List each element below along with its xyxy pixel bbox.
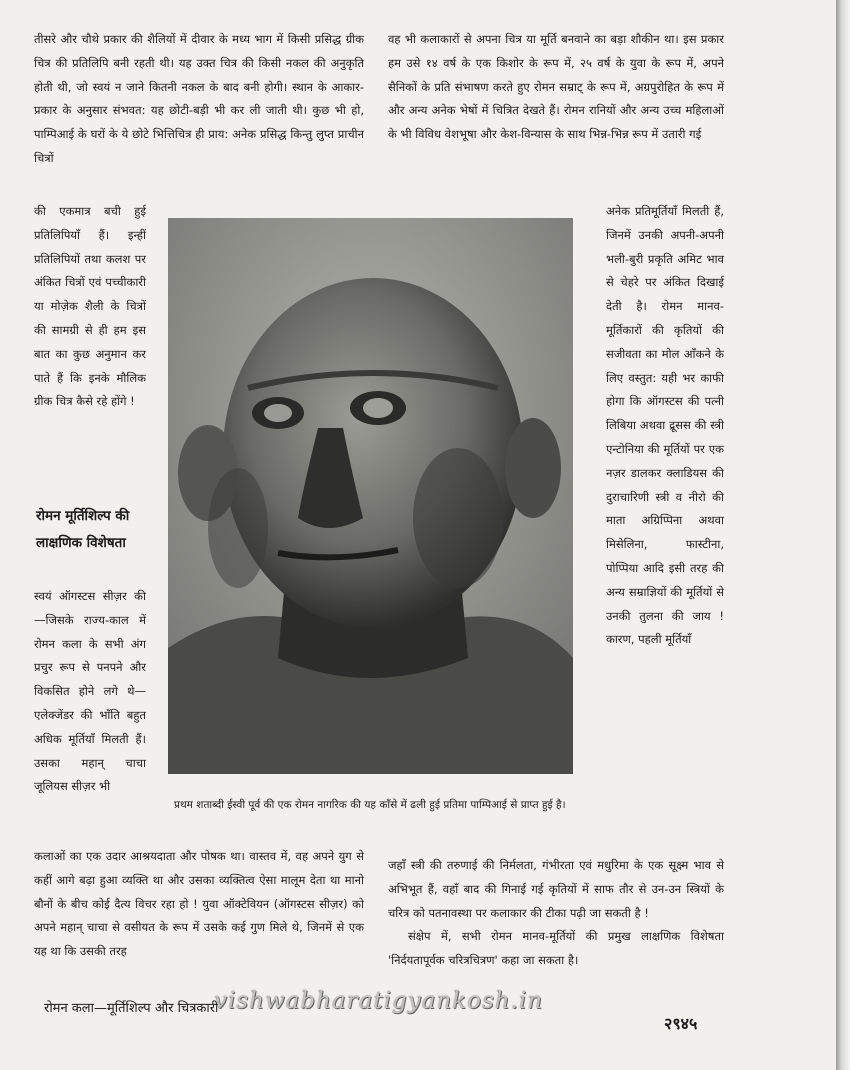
paragraph: स्वयं ऑगस्टस सीज़र की—जिसके राज्य-काल में रोमन कला के सभी अंग प्रचुर रूप से पनपने और विकसित होने लगे थे—एलेक्जेंडर की भाँति बहुत अधिक मूर्तियाँ मिलती हैं। उसका महान् चाचा जूलियस सीज़र भी [34,589,146,794]
paragraph: संक्षेप में, सभी रोमन मानव-मूर्तियों की प्रमुख लाक्षणिक विशेषता 'निर्दयतापूर्वक चरित्रचित्रण' कहा जा सकता है। [388,929,724,968]
left-column-top-text [34,28,364,171]
paragraph: तीसरे और चौथे प्रकार की शैलियों में दीवार के मध्य भाग में किसी प्रसिद्ध ग्रीक चित्र की प्रतिलिपि बनी रहती थी। यह उक्त चित्र की किसी नकल की अनुकृति होती थी, जो स्वयं न जाने कितनी नकल के बाद बनी होगी। स्थान के आकार-प्रकार के अनुसार संभवत: यह छोटी-बड़ी भी कर ली जाती थी। कुछ भी हो, पाम्पिआई के घरों के ये छोटे भित्तिचित्र ही प्राय: अनेक प्रसिद्ध किन्तु लुप्त प्राचीन चित्रों [34,32,364,165]
left-narrow-column-2 [34,585,146,799]
right-column-top-text [388,28,724,147]
bronze-bust-photo [168,218,573,774]
left-column-bottom-text [34,845,364,964]
page-number: २९४५ [664,1014,698,1033]
paragraph: कलाओं का एक उदार आश्रयदाता और पोषक था। वास्तव में, वह अपने युग से कहीं आगे बढ़ा हुआ व्यक्ति था और उसका व्यक्तित्व ऐसा मालूम देता था मानो बौनों के बीच कोई दैत्य विचर रहा हो ! युवा ऑक्टेवियन (ऑगस्टस सीज़र) को अपने महान् चाचा से वसीयत के रूप में उसके कई गुण मिले थे, जिनमें से एक यह था कि उसकी तरह [34,849,364,959]
portrait-image [168,218,573,774]
paragraph: वह भी कलाकारों से अपना चित्र या मूर्ति बनवाने का बड़ा शौकीन था। इस प्रकार हम उसे १४ वर्ष के एक किशोर के रूप में, २५ वर्ष के युवा के रूप में, अपने सैनिकों के प्रति संभाषण करते हुए रोमन सम्राट् के रूप में, अग्रपुरोहित के रूप में और अन्य अनेक भेषों में चित्रित देखते हैं। रोमन रानियों और अन्य उच्च महिलाओं के भी विविध वेशभूषा और केश-विन्यास के साथ भिन्न-भिन्न रूप में उतारी गई [388,32,724,142]
image-caption: प्रथम शताब्दी ईस्वी पूर्व की एक रोमन नागरिक की यह काँसे में ढली हुई प्रतिमा पाम्पिआई से प्राप्त हुई है। [174,799,566,811]
paragraph: की एकमात्र बची हुई प्रतिलिपियाँ हैं। इन्हीं प्रतिलिपियों तथा कलश पर अंकित चित्रों एवं पच्चीकारी या मोज़ेक शैली के चित्रों की सामग्री से ही हम इस बात का कुछ अनुमान कर पाते हैं कि इनके मौलिक ग्रीक चित्र कैसे रहे होंगे ! [34,204,146,409]
paragraph: जहाँ स्त्री की तरुणाई की निर्मलता, गंभीरता एवं मधुरिमा के एक सूक्ष्म भाव से अभिभूत हैं, वहाँ बाद की गिनाई गई कृतियों में साफ तौर से उन-उन स्त्रियों के चरित्र को पतनावस्था पर कलाकार की टीका पढ़ी जा सकती है ! [388,858,724,920]
running-footer-title: रोमन कला—मूर्तिशिल्प और चित्रकारी [44,1001,219,1016]
left-narrow-column [34,200,146,414]
right-narrow-column [606,200,724,652]
paragraph: अनेक प्रतिमूर्तियाँ मिलती हैं, जिनमें उनकी अपनी-अपनी भली-बुरी प्रकृति अमिट भाव से चेहरे पर अंकित दिखाई देती है। रोमन मानव-मूर्तिकारों की कृतियों की सजीवता का मोल आँकने के लिए वस्तुत: यही भर काफी होगा कि ऑगस्टस की पत्नी लिबिया अथवा द्रूसस की स्त्री एन्टोनिया की मूर्तियों पर एक नज़र डालकर क्लाडियस की दुराचारिणी स्त्री व नीरो की माता अग्रिप्पिना अथवा मिसेलिना, फास्टीना, पोप्पिया आदि इसी तरह की अन्य सम्राज्ञियों की मूर्तियों से उनकी तुलना की जाय ! कारण, पहली मूर्तियाँ [606,204,724,647]
watermark: vishwabharatigyankosh.in [214,988,544,1014]
right-column-bottom-text [388,854,724,973]
book-page-edge [836,0,850,1070]
section-heading: रोमन मूर्तिशिल्प की लाक्षणिक विशेषता [36,508,130,551]
